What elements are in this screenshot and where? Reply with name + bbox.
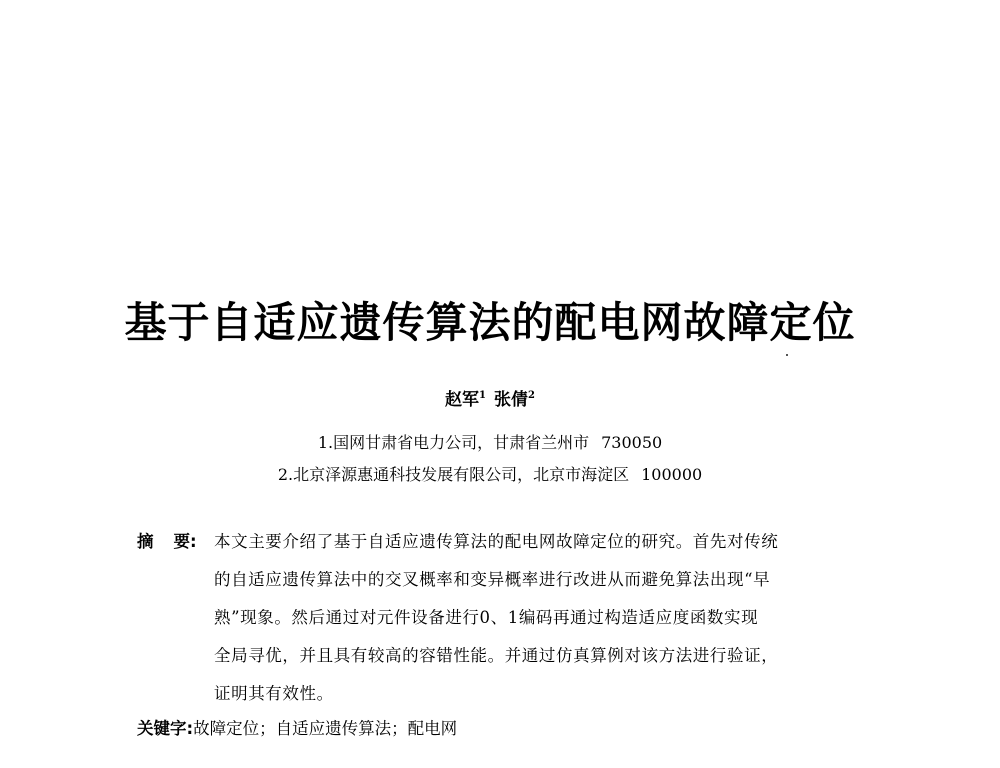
postal-code: 730050 [601, 433, 663, 452]
author-affiliation-mark: 1 [479, 390, 486, 401]
keywords-label: 关键字: [137, 719, 194, 738]
author-affiliation-mark: 2 [528, 390, 535, 401]
abstract-line: 本文主要介绍了基于自适应遗传算法的配电网故障定位的研究。首先对传统 [214, 532, 779, 551]
abstract-label-char: 摘 [137, 532, 154, 551]
author-name: 张倩 [494, 390, 528, 410]
abstract-line: 熟”现象。然后通过对元件设备进行0、1编码再通过构造适应度函数实现 [214, 608, 759, 627]
authors [0, 385, 980, 410]
affiliation-text: 1.国网甘肃省电力公司，甘肃省兰州市 [317, 433, 590, 452]
paper-title: 基于自适应遗传算法的配电网故障定位 [124, 298, 856, 347]
keywords-text: 故障定位；自适应遗传算法；配电网 [193, 719, 458, 738]
affiliation [0, 462, 980, 485]
abstract-line: 的自适应遗传算法中的交叉概率和变异概率进行改进从而避免算法出现“早 [214, 570, 771, 589]
author-name: 赵军 [445, 390, 480, 410]
affiliation [0, 430, 980, 453]
abstract-line: 全局寻优，并且具有较高的容错性能。并通过仿真算例对该方法进行验证， [214, 646, 779, 665]
scan-speck [786, 354, 788, 356]
affiliation-text: 2.北京泽源惠通科技发展有限公司，北京市海淀区 [277, 465, 630, 484]
postal-code: 100000 [641, 465, 703, 484]
abstract-line: 证明其有效性。 [214, 684, 334, 703]
keywords [137, 715, 457, 739]
abstract-label-char: 要: [173, 532, 197, 551]
abstract-label [137, 528, 197, 552]
